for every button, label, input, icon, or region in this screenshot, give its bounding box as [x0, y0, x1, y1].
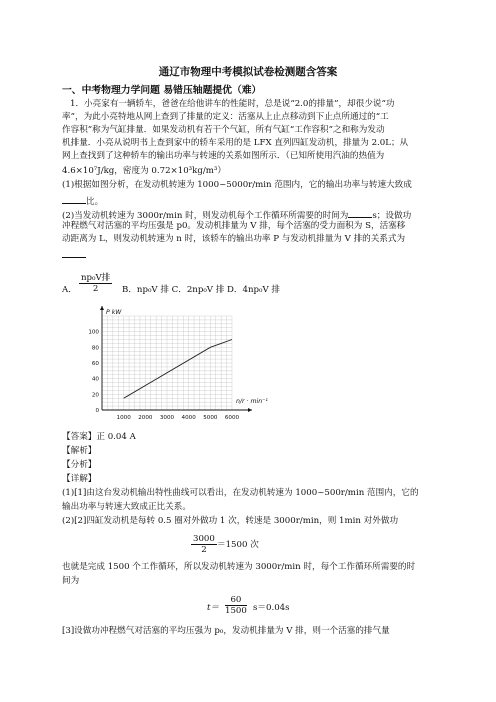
equation-2-rhs: s＝0.04s [253, 603, 290, 613]
fraction-denominator: 1500 [225, 606, 247, 616]
chart-svg [82, 306, 268, 428]
equation-1-rhs: ＝1500 次 [217, 540, 259, 550]
y-axis-label: P kW [106, 309, 122, 316]
question-line: 机排量．小亮从说明书上查到家中的轿车采用的是 LFX 直列四缸发动机，排量为 2.0L；从 [62, 138, 409, 148]
question-line: 率”，为此小亮特地从网上查到了排量的定义：活塞从上止点移动到下止点所通过的“工 [62, 112, 389, 122]
y-tick-label: 40 [91, 376, 99, 383]
option-a-fraction [79, 273, 112, 295]
answer-blank[interactable] [62, 248, 86, 258]
detail-line: 间为 [62, 576, 80, 586]
sub-question-2-line: 动距离为 L，则发动机转速为 n 时，该轿车的输出功率 P 与发动机排量为 V 排的关系式为 [62, 234, 406, 244]
x-tick-label: 2000 [138, 415, 153, 421]
equation-1-fraction [191, 534, 217, 556]
page-title: 通辽市物理中考模拟试卷检测题含答案 [158, 66, 338, 78]
detail-line: 输出功率与转速大致成正比关系。 [62, 502, 191, 512]
question-line: 4.6×10⁷J/kg，密度为 0.72×10³kg/m³） [62, 166, 226, 176]
analysis-tag: 【分析】 [62, 460, 97, 470]
x-tick-label: 3000 [159, 415, 175, 421]
answer-line: 【答案】正 0.04 A [62, 432, 136, 442]
x-tick-label: 6000 [224, 415, 240, 421]
x-axis-arrow [248, 408, 252, 412]
fraction-numerator: 3000 [193, 534, 215, 544]
answer-blank[interactable] [348, 208, 372, 218]
x-tick-label: 4000 [181, 415, 196, 421]
fraction-numerator: np₀V排 [81, 273, 111, 283]
detail-line: [3]设做功冲程燃气对活塞的平均压强为 p₀，发动机排量为 V 排，则一个活塞的排气量 [62, 626, 390, 636]
question-line: 网上查找到了这种轿车的输出功率与转速的关系如图所示．（已知所使用汽油的热值为 [62, 151, 385, 161]
question-line: 作容积”称为气缸排量．如果发动机有若干个气缸，所有气缸“工作容积”之和称为发动 [62, 125, 385, 135]
sub-question-1: (1)根据如图分析，在发动机转速为 1000~5000r/min 范围内，它的输出功率与转速大致成 [62, 180, 412, 190]
section-heading: 一、中考物理力学问题 易错压轴题提优（难） [62, 85, 262, 96]
y-tick-label: 100 [88, 329, 99, 336]
detail-line: 也就是完成 1500 个工作循环，所以发动机转速为 3000r/min 时，每个工作循环所需要的时 [62, 562, 416, 572]
equation-2-fraction [225, 595, 247, 617]
question-line: 1．小亮家有一辆轿车，爸爸在给他讲车的性能时，总是说“2.0的排量”，却很少说“功 [70, 99, 395, 109]
fraction-denominator: 2 [201, 545, 207, 555]
y-tick-label: 80 [91, 345, 99, 352]
y-tick-label: 20 [91, 392, 99, 399]
y-tick-label: 0 [95, 408, 99, 414]
y-axis-arrow [100, 306, 104, 310]
x-axis-label: n/r · min⁻¹ [236, 398, 268, 405]
sub-question-2-line: 冲程燃气对活塞的平均压强是 p0。发动机排量为 V 排，每个活塞的受力面积为 S，活塞移 [62, 221, 406, 231]
x-tick-label: 1000 [116, 415, 131, 421]
fraction-denominator: 2 [92, 284, 99, 294]
x-tick-label: 5000 [203, 415, 218, 421]
analysis-tag: 【解析】 [62, 446, 97, 456]
y-tick-label: 60 [91, 361, 99, 367]
power-speed-chart [82, 306, 268, 432]
sub-question-2: (2)当发动机转速为 3000r/min 时，则发动机每个工作循环所需要的时间为 s；设做功 [62, 208, 411, 222]
option-a-label: A． [62, 285, 77, 295]
detail-line: (1)[1]由这台发动机输出特性曲线可以看出，在发动机转速为 1000~500r/min 范围内，它的 [62, 488, 419, 498]
answer-blank[interactable] [62, 194, 86, 204]
fraction-numerator: 60 [225, 595, 247, 606]
sub-question-1-end: 比。 [62, 194, 103, 208]
detail-tag: 【详解】 [62, 474, 97, 484]
equation-2-lhs: t＝ [207, 603, 220, 613]
sub-question-2-blank [62, 248, 86, 262]
detail-line: (2)[2]四缸发动机是每转 0.5 圈对外做功 1 次，转速是 3000r/min，则 1min 对外做功 [62, 516, 399, 526]
options-bcd: B．np₀V 排 C．2np₀V 排 D．4np₀V 排 [122, 285, 280, 295]
